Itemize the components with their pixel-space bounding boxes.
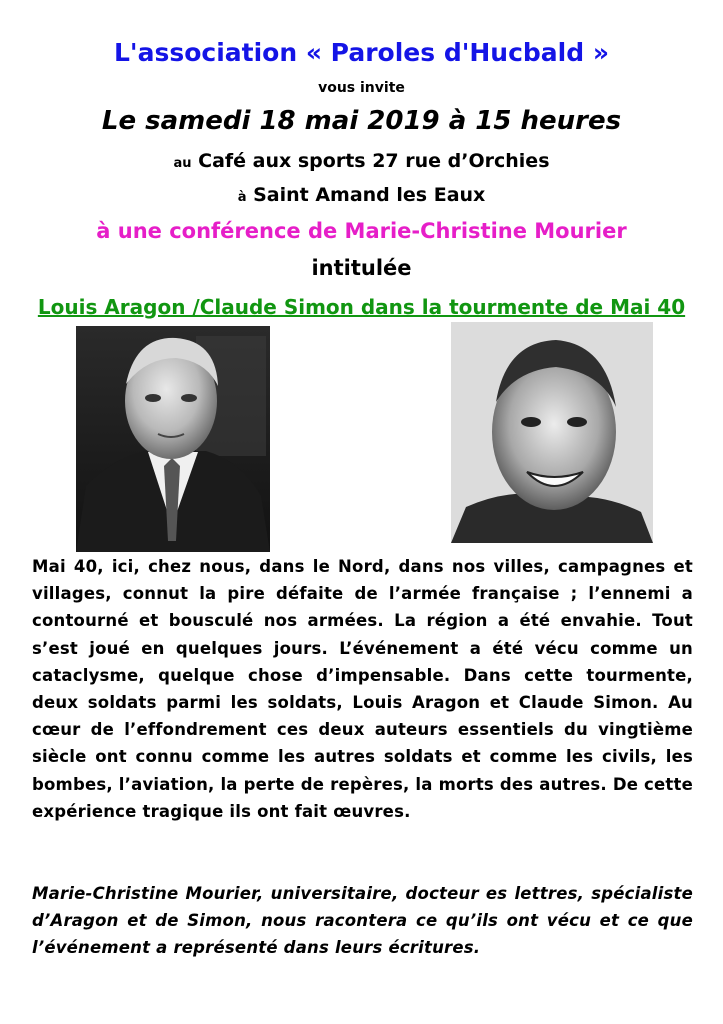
venue-line bbox=[0, 150, 723, 172]
portrait-photo-simon bbox=[451, 322, 653, 543]
entitled-text: intitulée bbox=[311, 256, 412, 280]
venue-prefix: au bbox=[173, 156, 192, 171]
invite-text: vous invite bbox=[318, 80, 405, 96]
conference-line: à une conférence de Marie-Christine Mourier bbox=[96, 219, 627, 243]
city-name: Saint Amand les Eaux bbox=[253, 184, 486, 206]
body-paragraph-2: Marie-Christine Mourier, universitaire, docteur es lettres, spécialiste d’Aragon et de Simon, nous racontera ce qu’ils ont vécu et ce que l’événement a représenté dans leurs écritures. bbox=[32, 884, 693, 958]
association-title: L'association « Paroles d'Hucbald » bbox=[113, 38, 609, 67]
talk-title: Louis Aragon /Claude Simon dans la tourmente de Mai 40 bbox=[37, 295, 686, 319]
city-prefix: à bbox=[237, 190, 247, 205]
city-line bbox=[0, 184, 723, 206]
portrait-photo-aragon bbox=[76, 326, 270, 552]
event-date: Le samedi 18 mai 2019 à 15 heures bbox=[101, 106, 622, 136]
venue-address: Café aux sports 27 rue d’Orchies bbox=[198, 150, 550, 172]
body-paragraph-1: Mai 40, ici, chez nous, dans le Nord, dans nos villes, campagnes et villages, connut la pire défaite de l’armée française ; l’ennemi a contourné et bousculé nos armées. La région a été envahie. Tout s’est joué en quelques jours. L’événement a été vécu comme un cataclysme, quelque chose d’impensable. Dans cette tourmente, deux soldats parmi les soldats, Louis Aragon et Claude Simon. Au cœur de l’effondrement ces deux auteurs essentiels du vingtième siècle ont connu comme les autres soldats et comme les civils, les bombes, l’aviation, la perte de repères, la morts des autres. De cette expérience tragique ils ont fait œuvres. bbox=[32, 557, 693, 821]
